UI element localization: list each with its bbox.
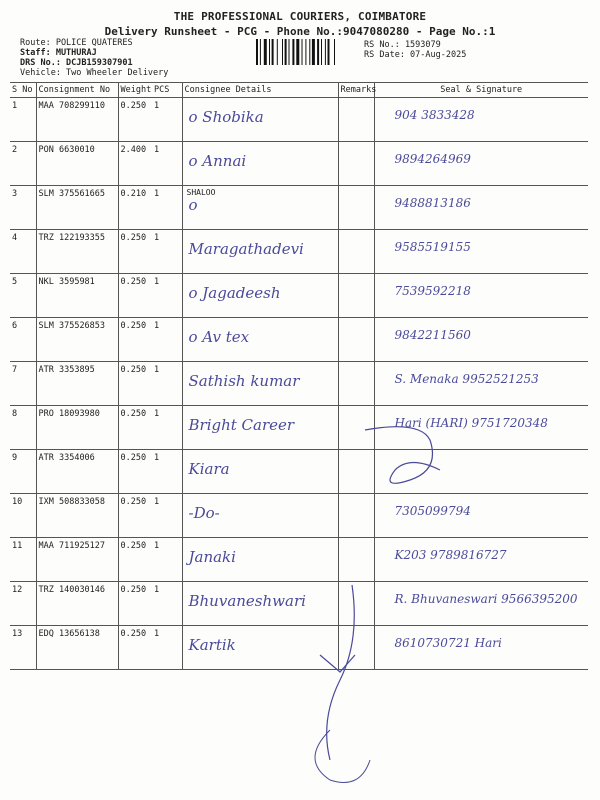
col-remarks: Remarks bbox=[338, 83, 374, 98]
row-weight: 0.250 bbox=[118, 494, 152, 538]
row-remarks bbox=[338, 318, 374, 362]
row-remarks bbox=[338, 230, 374, 274]
row-consignee bbox=[182, 626, 338, 670]
col-seal: Seal & Signature bbox=[374, 83, 588, 98]
row-remarks bbox=[338, 626, 374, 670]
consignee-handwritten: o bbox=[188, 196, 198, 214]
row-sno: 3 bbox=[10, 186, 36, 230]
table-row bbox=[10, 582, 588, 626]
row-sno: 7 bbox=[10, 362, 36, 406]
row-sno: 4 bbox=[10, 230, 36, 274]
table-row bbox=[10, 450, 588, 494]
table-row bbox=[10, 186, 588, 230]
staff-label: Staff: MUTHURAJ bbox=[20, 48, 97, 58]
consignee-handwritten: Kiara bbox=[188, 460, 230, 478]
row-remarks bbox=[338, 494, 374, 538]
rs-date: RS Date: 07-Aug-2025 bbox=[364, 50, 467, 60]
table-row bbox=[10, 626, 588, 670]
row-sno: 5 bbox=[10, 274, 36, 318]
row-consignment-no: TRZ 140030146 bbox=[36, 582, 118, 626]
table-header-row bbox=[10, 83, 588, 98]
row-sno: 8 bbox=[10, 406, 36, 450]
row-consignment-no: EDQ 13656138 bbox=[36, 626, 118, 670]
row-pcs: 1 bbox=[152, 362, 182, 406]
col-weight: Weight bbox=[118, 83, 152, 98]
row-consignment-no: NKL 3595981 bbox=[36, 274, 118, 318]
row-consignment-no: PON 6630010 bbox=[36, 142, 118, 186]
col-pcs: PCS bbox=[152, 83, 182, 98]
row-consignment-no: ATR 3354006 bbox=[36, 450, 118, 494]
consignee-handwritten: o Av tex bbox=[188, 328, 250, 346]
table-row bbox=[10, 274, 588, 318]
row-signature bbox=[374, 582, 588, 626]
row-remarks bbox=[338, 362, 374, 406]
company-title: THE PROFESSIONAL COURIERS, COIMBATORE bbox=[173, 10, 427, 23]
signature-handwritten: 8610730721 Hari bbox=[394, 636, 502, 650]
row-sno: 1 bbox=[10, 98, 36, 142]
signature-handwritten: S. Menaka 9952521253 bbox=[394, 372, 539, 386]
row-consignee bbox=[182, 494, 338, 538]
col-sno: S No bbox=[10, 83, 36, 98]
signature-handwritten: R. Bhuvaneswari 9566395200 bbox=[394, 592, 578, 606]
signature-handwritten: 9842211560 bbox=[394, 328, 471, 342]
row-signature bbox=[374, 274, 588, 318]
signature-handwritten: 9894264969 bbox=[394, 152, 471, 166]
row-signature bbox=[374, 538, 588, 582]
rs-number: RS No.: 1593079 bbox=[364, 40, 441, 50]
row-sno: 9 bbox=[10, 450, 36, 494]
row-consignee bbox=[182, 538, 338, 582]
row-weight: 0.250 bbox=[118, 450, 152, 494]
row-remarks bbox=[338, 582, 374, 626]
row-weight: 0.250 bbox=[118, 538, 152, 582]
row-sno: 10 bbox=[10, 494, 36, 538]
signature-handwritten: Hari (HARI) 9751720348 bbox=[394, 416, 548, 430]
route-label: Route: POLICE QUATERES bbox=[20, 38, 133, 48]
row-remarks bbox=[338, 274, 374, 318]
row-signature bbox=[374, 142, 588, 186]
row-weight: 0.250 bbox=[118, 318, 152, 362]
row-signature bbox=[374, 98, 588, 142]
row-remarks bbox=[338, 450, 374, 494]
table-row bbox=[10, 494, 588, 538]
row-pcs: 1 bbox=[152, 98, 182, 142]
signature-handwritten: 9488813186 bbox=[394, 196, 471, 210]
row-remarks bbox=[338, 538, 374, 582]
consignee-handwritten: Maragathadevi bbox=[188, 240, 304, 258]
row-consignment-no: MAA 711925127 bbox=[36, 538, 118, 582]
row-pcs: 1 bbox=[152, 406, 182, 450]
row-remarks bbox=[338, 98, 374, 142]
row-sno: 11 bbox=[10, 538, 36, 582]
row-pcs: 1 bbox=[152, 142, 182, 186]
row-consignee bbox=[182, 98, 338, 142]
row-remarks bbox=[338, 186, 374, 230]
row-weight: 0.210 bbox=[118, 186, 152, 230]
row-consignment-no: SLM 375526853 bbox=[36, 318, 118, 362]
table-row bbox=[10, 98, 588, 142]
row-weight: 0.250 bbox=[118, 230, 152, 274]
col-consignee: Consignee Details bbox=[182, 83, 338, 98]
row-pcs: 1 bbox=[152, 230, 182, 274]
row-signature bbox=[374, 494, 588, 538]
row-consignee bbox=[182, 582, 338, 626]
row-pcs: 1 bbox=[152, 538, 182, 582]
row-consignment-no: SLM 375561665 bbox=[36, 186, 118, 230]
row-consignee bbox=[182, 142, 338, 186]
row-weight: 0.250 bbox=[118, 274, 152, 318]
row-remarks bbox=[338, 406, 374, 450]
row-signature bbox=[374, 406, 588, 450]
signature-handwritten: 7539592218 bbox=[394, 284, 471, 298]
row-consignment-no: MAA 708299110 bbox=[36, 98, 118, 142]
consignee-handwritten: Bright Career bbox=[188, 416, 295, 434]
row-consignee bbox=[182, 406, 338, 450]
header-left-meta bbox=[20, 38, 168, 78]
row-consignee bbox=[182, 362, 338, 406]
row-signature bbox=[374, 230, 588, 274]
row-sno: 2 bbox=[10, 142, 36, 186]
row-sno: 12 bbox=[10, 582, 36, 626]
row-consignee bbox=[182, 318, 338, 362]
signature-handwritten: 904 3833428 bbox=[394, 108, 475, 122]
row-consignee bbox=[182, 274, 338, 318]
vehicle-label: Vehicle: Two Wheeler Delivery bbox=[20, 68, 169, 78]
consignee-handwritten: Janaki bbox=[188, 548, 236, 566]
drs-label: DRS No.: DCJB159307901 bbox=[20, 58, 133, 68]
row-weight: 0.250 bbox=[118, 626, 152, 670]
row-pcs: 1 bbox=[152, 274, 182, 318]
signature-handwritten: 9585519155 bbox=[394, 240, 471, 254]
runsheet-table bbox=[10, 82, 588, 670]
consignee-handwritten: -Do- bbox=[188, 504, 220, 522]
table-row bbox=[10, 406, 588, 450]
row-signature bbox=[374, 362, 588, 406]
runsheet-subtitle: Delivery Runsheet - PCG - Phone No.:9047080280 - Page No.:1 bbox=[104, 25, 496, 38]
row-weight: 0.250 bbox=[118, 98, 152, 142]
table-row bbox=[10, 362, 588, 406]
table-row bbox=[10, 230, 588, 274]
row-consignment-no: ATR 3353895 bbox=[36, 362, 118, 406]
row-consignee bbox=[182, 450, 338, 494]
row-pcs: 1 bbox=[152, 186, 182, 230]
row-pcs: 1 bbox=[152, 318, 182, 362]
col-consignment: Consignment No bbox=[36, 83, 118, 98]
row-weight: 0.250 bbox=[118, 582, 152, 626]
row-sno: 6 bbox=[10, 318, 36, 362]
row-pcs: 1 bbox=[152, 582, 182, 626]
consignee-handwritten: Kartik bbox=[188, 636, 236, 654]
row-consignment-no: TRZ 122193355 bbox=[36, 230, 118, 274]
row-weight: 0.250 bbox=[118, 406, 152, 450]
table-row bbox=[10, 318, 588, 362]
table-row bbox=[10, 538, 588, 582]
row-signature bbox=[374, 318, 588, 362]
row-consignee bbox=[182, 230, 338, 274]
consignee-printed-name: SHALOO bbox=[186, 188, 216, 197]
row-consignment-no: PRO 18093980 bbox=[36, 406, 118, 450]
table-row bbox=[10, 142, 588, 186]
consignee-handwritten: o Jagadeesh bbox=[188, 284, 281, 302]
barcode-icon bbox=[256, 39, 358, 65]
row-consignment-no: IXM 508833058 bbox=[36, 494, 118, 538]
consignee-handwritten: o Annai bbox=[188, 152, 247, 170]
row-pcs: 1 bbox=[152, 626, 182, 670]
row-pcs: 1 bbox=[152, 494, 182, 538]
signature-handwritten: 7305099794 bbox=[394, 504, 471, 518]
row-remarks bbox=[338, 142, 374, 186]
row-signature bbox=[374, 186, 588, 230]
row-pcs: 1 bbox=[152, 450, 182, 494]
header-right-meta bbox=[364, 40, 466, 60]
row-weight: 2.400 bbox=[118, 142, 152, 186]
row-sno: 13 bbox=[10, 626, 36, 670]
row-signature bbox=[374, 626, 588, 670]
signature-handwritten: K203 9789816727 bbox=[394, 548, 507, 562]
consignee-handwritten: Sathish kumar bbox=[188, 372, 300, 390]
consignee-handwritten: Bhuvaneshwari bbox=[188, 592, 306, 610]
row-signature bbox=[374, 450, 588, 494]
row-weight: 0.250 bbox=[118, 362, 152, 406]
row-consignee bbox=[182, 186, 338, 230]
consignee-handwritten: o Shobika bbox=[188, 108, 264, 126]
